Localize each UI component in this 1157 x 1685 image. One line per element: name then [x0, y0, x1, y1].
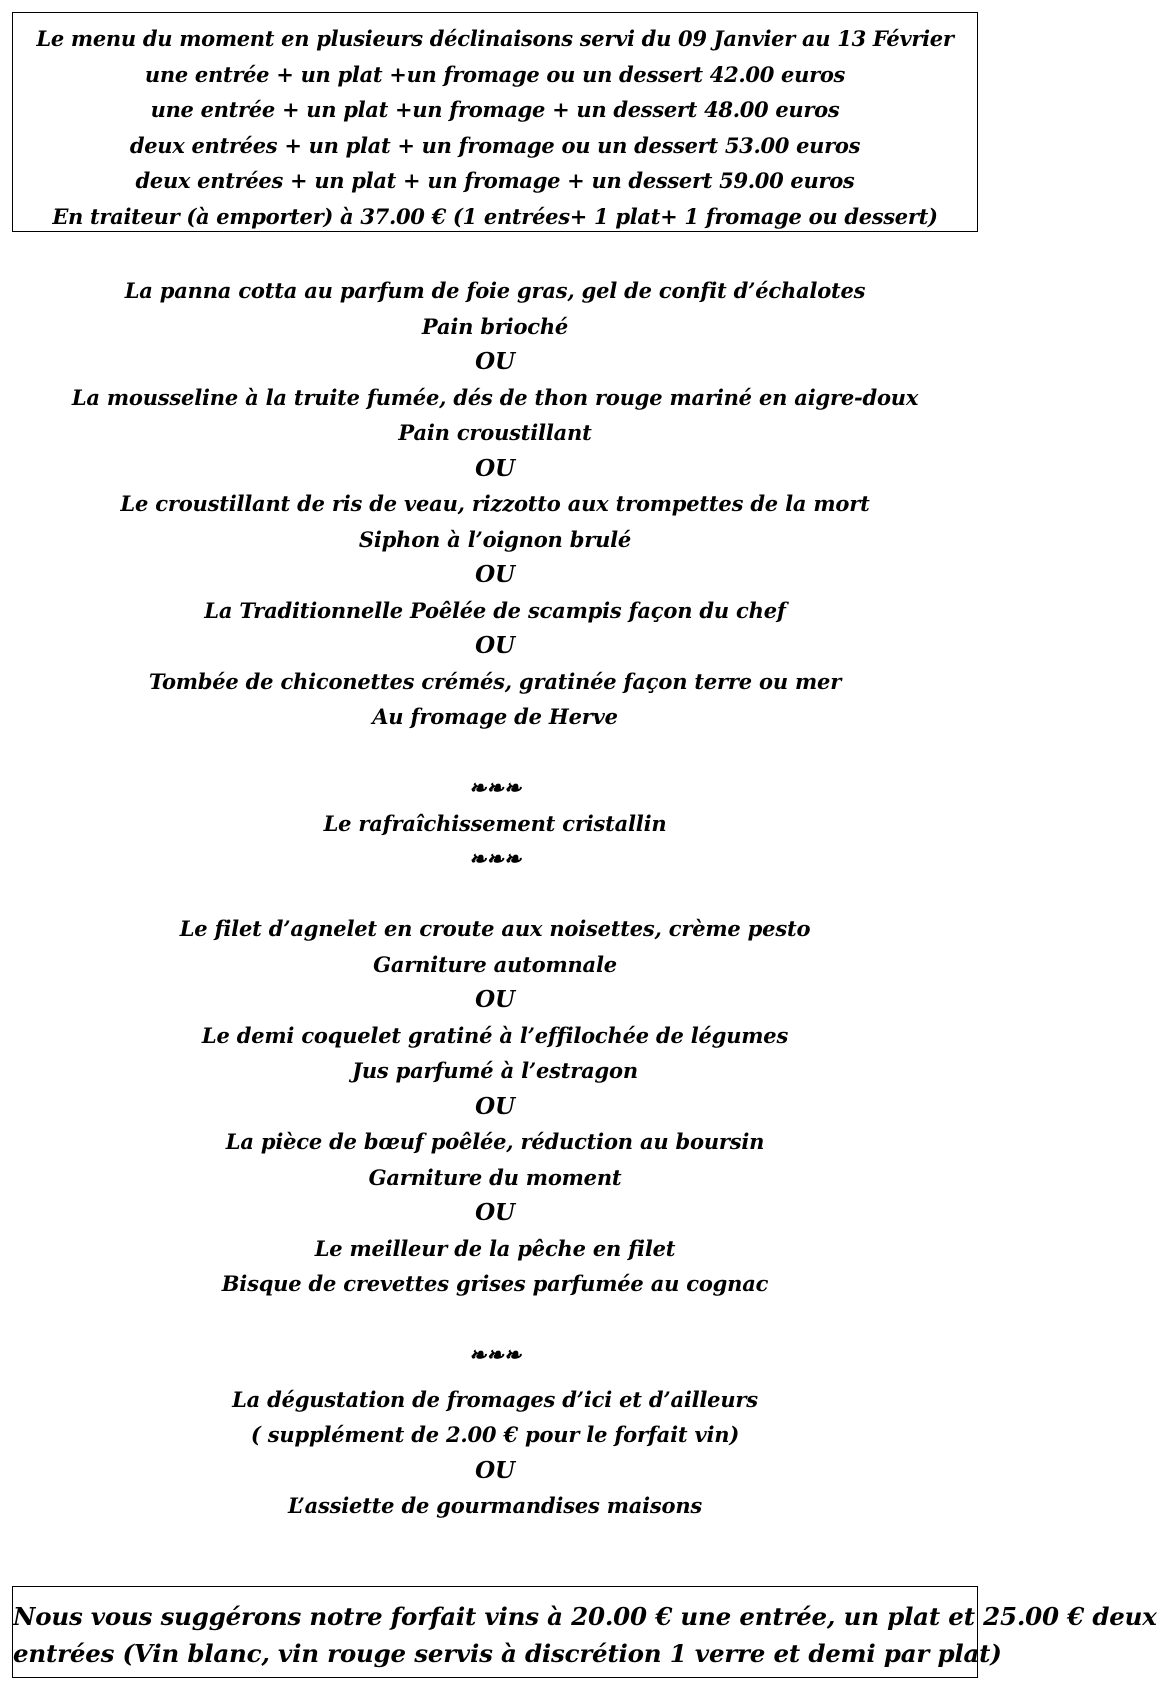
or-separator: OU	[475, 1092, 515, 1120]
cheese-title: La dégustation de fromages d’ici et d’ailleurs	[232, 1386, 758, 1412]
wine-offer-line-1: Nous vous suggérons notre forfait vins à 20.00 € une entrée, un plat et 25.00 € deux	[13, 1602, 1157, 1631]
pricing-option-2: une entrée + un plat +un fromage + un dessert 48.00 euros	[150, 97, 840, 122]
plats-section	[0, 911, 990, 1524]
entree-1-sub: Pain brioché	[421, 313, 569, 339]
dessert-title: L’assiette de gourmandises maisons	[287, 1493, 703, 1518]
pricing-takeaway: En traiteur (à emporter) à 37.00 € (1 entrées+ 1 plat+ 1 fromage ou dessert)	[52, 203, 938, 229]
entree-4-title: La Traditionnelle Poêlée de scampis façon du chef	[204, 597, 786, 623]
wine-offer-line-2: entrées (Vin blanc, vin rouge servis à discrétion 1 verre et demi par plat)	[13, 1639, 1002, 1668]
entree-3-sub: Siphon à l’oignon brulé	[358, 526, 632, 552]
entree-5-sub: Au fromage de Herve	[372, 704, 618, 729]
plat-2-title: Le demi coquelet gratiné à l’effilochée de légumes	[201, 1022, 789, 1048]
entree-2-sub: Pain croustillant	[398, 420, 592, 445]
plat-4-sub: Bisque de crevettes grises parfumée au cognac	[221, 1271, 769, 1296]
plat-3-sub: Garniture du moment	[368, 1164, 622, 1190]
or-separator: OU	[475, 632, 515, 659]
or-separator: OU	[475, 1456, 515, 1484]
or-separator: OU	[475, 454, 515, 482]
plat-3-title: La pièce de bœuf poêlée, réduction au boursin	[225, 1129, 765, 1154]
entree-1-title: La panna cotta au parfum de foie gras, gel de confit d’échalotes	[124, 278, 866, 303]
or-separator: OU	[475, 561, 515, 588]
plat-1-title: Le filet d’agnelet en croute aux noisettes, crème pesto	[179, 916, 811, 941]
interlude-title: Le rafraîchissement cristallin	[323, 810, 667, 836]
pricing-option-3: deux entrées + un plat + un fromage ou un dessert 53.00 euros	[129, 132, 861, 158]
plat-1-sub: Garniture automnale	[373, 951, 617, 977]
plat-4-title: Le meilleur de la pêche en filet	[314, 1235, 676, 1261]
plat-2-sub: Jus parfumé à l’estragon	[352, 1058, 638, 1083]
pricing-option-1: une entrée + un plat +un fromage ou un dessert 42.00 euros	[144, 61, 846, 87]
wine-offer-box	[12, 1586, 1157, 1678]
pricing-option-4: deux entrées + un plat + un fromage + un dessert 59.00 euros	[135, 168, 855, 193]
or-separator: OU	[475, 1199, 515, 1226]
pricing-box	[12, 12, 978, 232]
entree-3-title: Le croustillant de ris de veau, rizzotto aux trompettes de la mort	[120, 491, 870, 516]
cheese-note: ( supplément de 2.00 € pour le forfait vin)	[250, 1422, 740, 1447]
ornament-flourish-icon: ❧❧❧	[468, 1342, 522, 1367]
entree-5-title: Tombée de chiconettes crémés, gratinée façon terre ou mer	[148, 668, 842, 694]
entrees-section	[0, 273, 990, 877]
pricing-intro: Le menu du moment en plusieurs déclinaisons servi du 09 Janvier au 13 Février	[36, 26, 954, 51]
or-separator: OU	[475, 348, 515, 375]
entree-2-title: La mousseline à la truite fumée, dés de thon rouge mariné en aigre-doux	[71, 384, 919, 410]
ornament-flourish-icon: ❧❧❧	[468, 846, 522, 871]
or-separator: OU	[475, 986, 515, 1013]
ornament-flourish-icon: ❧❧❧	[468, 775, 522, 800]
